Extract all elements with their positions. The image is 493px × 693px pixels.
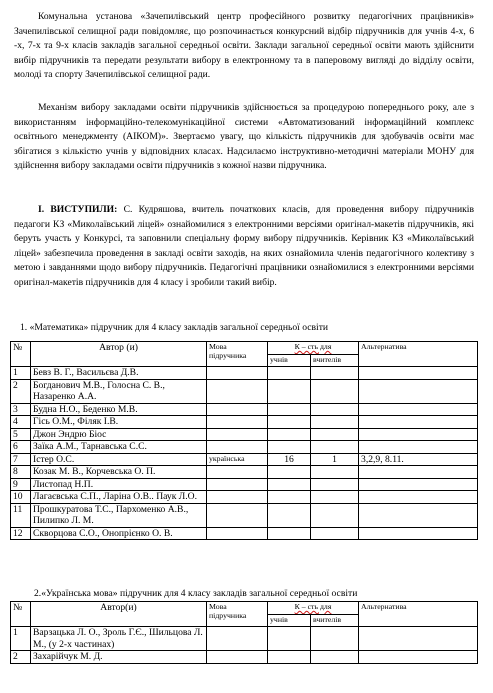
language-cell: українська <box>207 453 268 466</box>
language-cell <box>207 466 268 479</box>
row-number-cell: 5 <box>11 428 31 441</box>
alternative-cell <box>359 367 478 380</box>
table-row <box>11 453 478 466</box>
row-number-cell: 6 <box>11 441 31 454</box>
speakers-label: І. ВИСТУПИЛИ: <box>38 204 118 215</box>
table1-caption: 1. «Математика» підручник для 4 класу закладів загальної середньої освіти <box>20 322 329 333</box>
author-cell: Гісь О.М., Філяк І.В. <box>31 416 207 429</box>
alternative-cell <box>359 428 478 441</box>
students-count-cell <box>268 503 311 527</box>
table-row <box>11 441 478 454</box>
row-number-cell: 9 <box>11 478 31 491</box>
col-qty-header <box>268 342 359 355</box>
teachers-count-cell <box>311 503 359 527</box>
col-students-header-2: учнів <box>268 615 311 627</box>
author-cell: Козак М. В., Корчевська О. П. <box>31 466 207 479</box>
language-cell <box>207 441 268 454</box>
table-row <box>11 627 478 651</box>
table-row <box>11 379 478 403</box>
table-row <box>11 403 478 416</box>
language-cell <box>207 403 268 416</box>
teachers-count-cell <box>311 527 359 540</box>
language-cell <box>207 379 268 403</box>
alternative-cell <box>359 379 478 403</box>
table-row <box>11 367 478 380</box>
row-number-cell: 11 <box>11 503 31 527</box>
col-students-header: учнів <box>268 355 311 367</box>
author-cell: Істер О.С. <box>31 453 207 466</box>
author-cell: Будна Н.О., Беденко М.В. <box>31 403 207 416</box>
author-cell: Прошкуратова Т.С., Пархоменко А.В., Пилипко Л. М. <box>31 503 207 527</box>
row-number-cell: 2 <box>11 651 31 664</box>
students-count-cell: 16 <box>268 453 311 466</box>
teachers-count-cell <box>311 416 359 429</box>
author-cell: Захарійчук М. Д. <box>31 651 207 664</box>
students-count-cell <box>268 416 311 429</box>
table-row <box>11 491 478 504</box>
col-alt-header: Альтернатива <box>359 342 478 367</box>
teachers-count-cell <box>311 478 359 491</box>
teachers-count-cell <box>311 491 359 504</box>
col-qty-header-2 <box>268 602 359 615</box>
alternative-cell <box>359 416 478 429</box>
col-alt-header-2: Альтернатива <box>359 602 478 627</box>
alternative-cell <box>359 478 478 491</box>
alternative-cell <box>359 627 478 651</box>
math-textbook-table <box>10 341 478 540</box>
col-author-header-2: Автор(и) <box>31 602 207 627</box>
alternative-cell <box>359 651 478 664</box>
teachers-count-cell <box>311 367 359 380</box>
table-row <box>11 466 478 479</box>
paragraph-intro-text: Комунальна установа «Зачепилівський центр професійного розвитку педагогічних працівників» Зачепилівської селищної ради повідомляє, що розпочинається конкурсний відбір підручників для учнів 4-х, 6 -х, 7-х та 9-х класів закладів загальної середньої освіти. Заклади загальної середньої освіти мають здійснити вибір підручників та передати результати вибору в електронному та в паперовому вигляді до відділу освіти, молоді та спорту Зачепилівської селищної ради. <box>14 11 474 81</box>
teachers-count-cell <box>311 466 359 479</box>
row-number-cell: 1 <box>11 367 31 380</box>
row-number-cell: 4 <box>11 416 31 429</box>
row-number-cell: 10 <box>11 491 31 504</box>
students-count-cell <box>268 466 311 479</box>
author-cell: Скворцова С.О., Онопрієнко О. В. <box>31 527 207 540</box>
students-count-cell <box>268 367 311 380</box>
teachers-count-cell <box>311 627 359 651</box>
language-cell <box>207 367 268 380</box>
alternative-cell <box>359 466 478 479</box>
row-number-cell: 12 <box>11 527 31 540</box>
table2-caption: 2.«Українська мова» підручник для 4 класу закладів загальної середньої освіти <box>34 588 358 599</box>
col-lang-header: Мова підручника <box>207 342 268 367</box>
students-count-cell <box>268 527 311 540</box>
students-count-cell <box>268 428 311 441</box>
row-number-cell: 1 <box>11 627 31 651</box>
col-qty-header-2-text: К – сть для <box>294 602 332 611</box>
alternative-cell <box>359 403 478 416</box>
language-cell <box>207 627 268 651</box>
language-cell <box>207 428 268 441</box>
row-number-cell: 8 <box>11 466 31 479</box>
teachers-count-cell <box>311 441 359 454</box>
col-num-header-2: № <box>11 602 31 627</box>
paragraph-intro <box>14 10 474 83</box>
teachers-count-cell <box>311 379 359 403</box>
language-cell <box>207 527 268 540</box>
table-row <box>11 428 478 441</box>
col-teachers-header-2: вчителів <box>311 615 359 627</box>
alternative-cell: 3,2,9, 8.11. <box>359 453 478 466</box>
language-cell <box>207 651 268 664</box>
author-cell: Джон Эндрю Біос <box>31 428 207 441</box>
language-cell <box>207 416 268 429</box>
students-count-cell <box>268 441 311 454</box>
students-count-cell <box>268 403 311 416</box>
col-author-header: Автор (и) <box>31 342 207 367</box>
author-cell: Лагаєвська С.П., Ларіна О.В.. Паук Л.О. <box>31 491 207 504</box>
row-number-cell: 7 <box>11 453 31 466</box>
table-row <box>11 416 478 429</box>
students-count-cell <box>268 478 311 491</box>
paragraph-mechanism <box>14 101 474 174</box>
row-number-cell: 2 <box>11 379 31 403</box>
author-cell: Бевз В. Г., Васильєва Д.В. <box>31 367 207 380</box>
paragraph-speakers <box>14 203 474 291</box>
teachers-count-cell <box>311 651 359 664</box>
students-count-cell <box>268 379 311 403</box>
col-qty-header-text: К – сть для <box>294 342 332 351</box>
students-count-cell <box>268 651 311 664</box>
language-cell <box>207 503 268 527</box>
teachers-count-cell <box>311 403 359 416</box>
table-row <box>11 478 478 491</box>
students-count-cell <box>268 491 311 504</box>
alternative-cell <box>359 527 478 540</box>
col-num-header: № <box>11 342 31 367</box>
row-number-cell: 3 <box>11 403 31 416</box>
language-cell <box>207 491 268 504</box>
author-cell: Варзацька Л. О., Зроль Г.Є., Шильцова Л. М., (у 2-х частинах) <box>31 627 207 651</box>
paragraph-speakers-text: С. Кудряшова, вчитель початкових класів, для проведення вибору підручників педагоги КЗ «Миколаївський ліцей» ознайомилися з електронними версіями оригінал-макетів підручників, які беруть участь у Конкурсі, та заповнили спеціальну форму вибору підручників. Керівник КЗ «Миколаївський ліцей» забезпечила проведення в закладі освіти заходів, на яких ознайомила членів педагогічного колективу з метою і завданнями щодо вибору підручників. Педагогічні працівники ознайомилися з електронними версіями оригінал-макетів підручників для 4 класу і зробили такий вибір. <box>14 204 474 288</box>
teachers-count-cell <box>311 428 359 441</box>
col-teachers-header: вчителів <box>311 355 359 367</box>
math-table-body <box>11 367 478 540</box>
author-cell: Листопад Н.П. <box>31 478 207 491</box>
author-cell: Богданович М.В., Голосна С. В., Назаренко А.А. <box>31 379 207 403</box>
col-lang-header-2: Мова підручника <box>207 602 268 627</box>
table-row <box>11 503 478 527</box>
alternative-cell <box>359 441 478 454</box>
teachers-count-cell: 1 <box>311 453 359 466</box>
ukrainian-table-body <box>11 627 478 664</box>
table-row <box>11 527 478 540</box>
alternative-cell <box>359 491 478 504</box>
table-row <box>11 651 478 664</box>
language-cell <box>207 478 268 491</box>
ukrainian-textbook-table <box>10 601 478 664</box>
author-cell: Заїка А.М., Тарнавська С.С. <box>31 441 207 454</box>
alternative-cell <box>359 503 478 527</box>
paragraph-mechanism-text: Механізм вибору закладами освіти підручників здійснюється за процедурою попереднього року, але з використанням інформаційно-телекомунікаційної системи «Автоматизований інформаційний комплекс освітнього менеджменту (АІКОМ)». Звертаємо увагу, що кількість підручників для здобувачів освіти має збігатися з кількістю учнів у відповідних класах. Надсилаємо інструктивно-методичні матеріали МОНУ для здійснення вибору закладами освіти підручників з кожної назви підручника. <box>14 102 474 172</box>
students-count-cell <box>268 627 311 651</box>
